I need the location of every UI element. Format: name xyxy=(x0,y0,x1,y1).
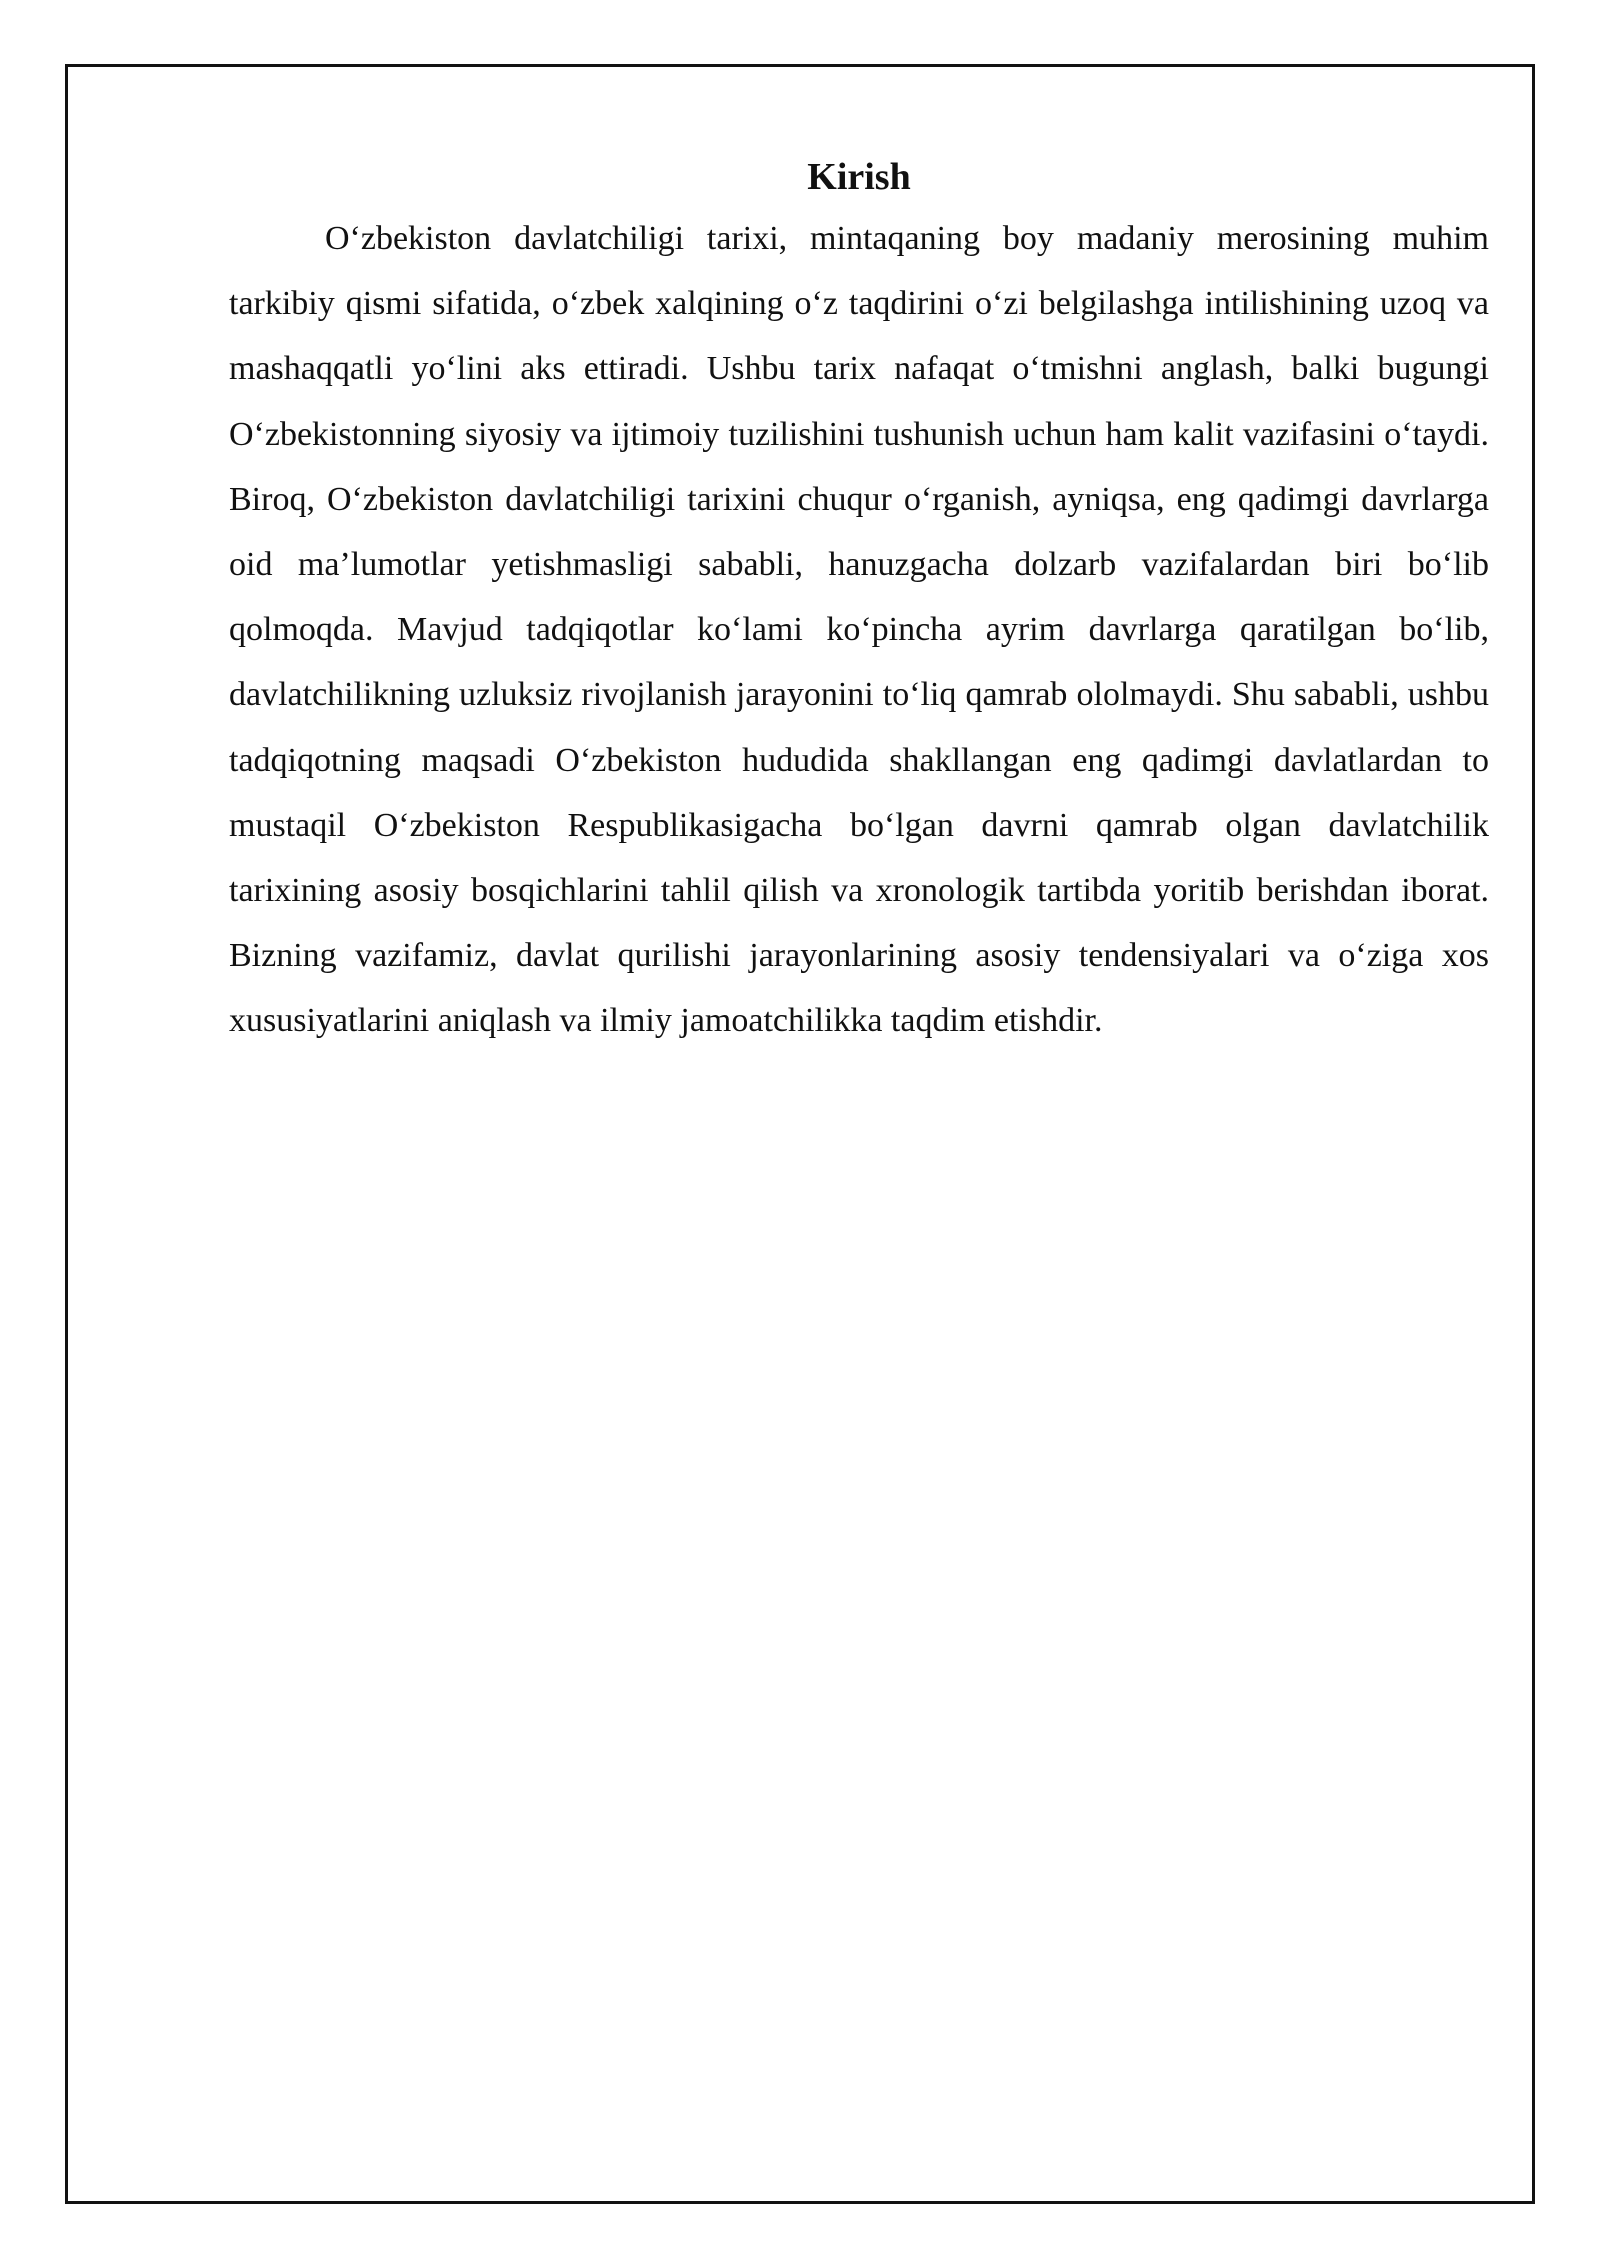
document-title: Kirish xyxy=(807,156,911,198)
document-body xyxy=(229,150,1489,1054)
intro-paragraph: O‘zbekiston davlatchiligi tarixi, mintaqaning boy madaniy merosining muhim tarkibiy qismi sifatida, o‘zbek xalqining o‘z taqdirini o‘zi belgilashga intilishining uzoq va mashaqqatli yo‘lini aks ettiradi. Ushbu tarix nafaqat o‘tmishni anglash, balki bugungi O‘zbekistonning siyosiy va ijtimoiy tuzilishini tushunish uchun ham kalit vazifasini o‘taydi. Biroq, O‘zbekiston davlatchiligi tarixini chuqur o‘rganish, ayniqsa, eng qadimgi davrlarga oid ma’lumotlar yetishmasligi sababli, hanuzgacha dolzarb vazifalardan biri bo‘lib qolmoqda. Mavjud tadqiqotlar ko‘lami ko‘pincha ayrim davrlarga qaratilgan bo‘lib, davlatchilikning uzluksiz rivojlanish jarayonini to‘liq qamrab ololmaydi. Shu sababli, ushbu tadqiqotning maqsadi O‘zbekiston hududida shakllangan eng qadimgi davlatlardan to mustaqil O‘zbekiston Respublikasigacha bo‘lgan davrni qamrab olgan davlatchilik tarixining asosiy bosqichlarini tahlil qilish va xronologik tartibda yoritib berishdan iborat. Bizning vazifamiz, davlat qurilishi jarayonlarining asosiy tendensiyalari va o‘ziga xos xususiyatlarini aniqlash va ilmiy jamoatchilikka taqdim etishdir. xyxy=(229,220,1489,1040)
